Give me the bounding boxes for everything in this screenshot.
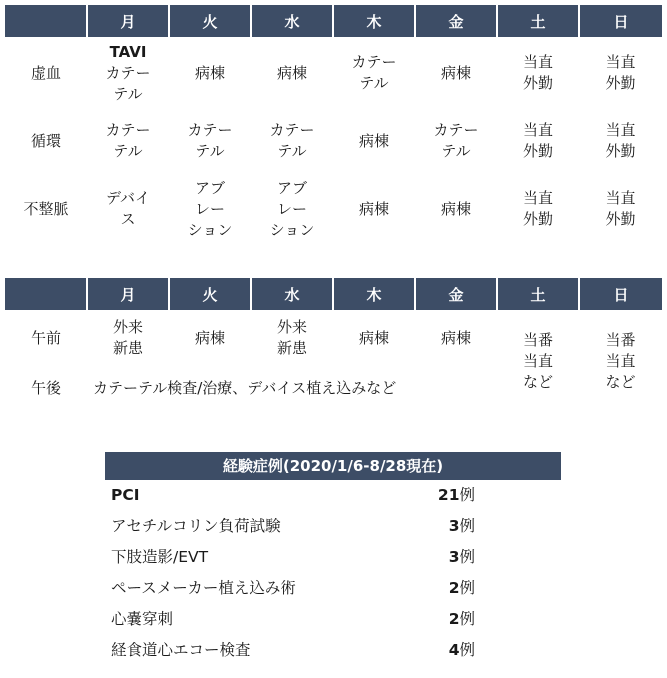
cell-line: ス [120, 210, 136, 228]
table-row [5, 37, 662, 109]
cell-line: 外勤 [605, 74, 636, 92]
schedule-cell [333, 37, 415, 109]
case-count-value: 21 [437, 486, 460, 504]
cell-line: テル [277, 142, 307, 160]
schedule-cell [415, 310, 497, 366]
cell-line: ション [269, 220, 315, 239]
header-corner [5, 5, 87, 37]
cell-line: 病棟 [440, 199, 471, 218]
header-day: 土 [497, 5, 579, 37]
case-count [449, 511, 475, 542]
cell-line: 当直 [605, 189, 636, 207]
cell-line: テル [113, 84, 143, 103]
case-count-unit: 例 [459, 641, 475, 659]
cell-line: など [605, 373, 636, 391]
cell-line: 当直 [522, 352, 553, 370]
cell-line: 当番 [605, 331, 636, 349]
schedule-cell [87, 37, 169, 109]
header-day: 日 [579, 5, 662, 37]
cell-line: デバイ [105, 189, 151, 207]
cell-line: 病棟 [358, 199, 389, 218]
cell-line: テル [441, 142, 471, 160]
cell-line: 病棟 [276, 63, 307, 82]
cell-line: など [522, 373, 553, 391]
header-day: 月 [87, 278, 169, 310]
schedule-cell [169, 109, 251, 173]
schedule-cell [579, 109, 662, 173]
header-day: 土 [497, 278, 579, 310]
experience-row [105, 542, 561, 573]
cell-line: ション [187, 220, 233, 239]
cell-line: 当直 [522, 53, 553, 71]
header-day: 日 [579, 278, 662, 310]
cell-line: レー [194, 199, 225, 218]
header-day: 水 [251, 5, 333, 37]
schedule-cell [415, 109, 497, 173]
row-label: 循環 [30, 131, 61, 150]
cell-line: カテー [351, 53, 397, 71]
header-day: 火 [169, 5, 251, 37]
experience-rows [105, 480, 561, 666]
cell-line: 病棟 [358, 131, 389, 150]
schedule-cell [333, 173, 415, 245]
row-label: 不整脈 [23, 199, 69, 218]
case-count-unit: 例 [459, 579, 475, 597]
case-count-value: 4 [448, 641, 460, 659]
experience-row [105, 511, 561, 542]
experience-title: 経験症例(2020/1/6-8/28現在) [105, 452, 561, 480]
header-day: 金 [415, 5, 497, 37]
row-label: 午後 [30, 378, 61, 397]
procedure-name: 下肢造影/EVT [111, 548, 209, 566]
schedule-cell [251, 37, 333, 109]
cell-line: レー [276, 199, 307, 218]
weekly-schedule-table [5, 5, 662, 245]
header-corner [5, 278, 87, 310]
schedule-cell [333, 109, 415, 173]
schedule-cell [251, 173, 333, 245]
schedule-cell [579, 37, 662, 109]
procedure-name: アセチルコリン負荷試験 [111, 517, 281, 535]
schedule-cell [87, 173, 169, 245]
cell-line: 外勤 [605, 210, 636, 228]
schedule-cell [169, 173, 251, 245]
header-day: 水 [251, 278, 333, 310]
schedule-cell [333, 310, 415, 366]
row-label: 午前 [30, 328, 61, 347]
experience-table [105, 452, 561, 666]
cell-line: 当番 [522, 331, 553, 349]
case-count [449, 542, 475, 573]
procedure-name: PCI [111, 486, 140, 504]
header-day: 木 [333, 278, 415, 310]
cell-line: 外勤 [522, 210, 553, 228]
afternoon-activity: カテーテル検査/治療、デバイス植え込みなど [93, 378, 397, 397]
cell-line: 新患 [276, 339, 307, 357]
cell-line: テル [113, 142, 143, 160]
cell-line: 外勤 [522, 142, 553, 160]
cell-line: 当直 [522, 189, 553, 207]
case-count-unit: 例 [459, 610, 475, 628]
procedure-name: 経食道心エコー検査 [111, 641, 251, 659]
cell-line: 新患 [112, 339, 143, 357]
case-count-unit: 例 [459, 486, 475, 504]
table-header-row [5, 278, 662, 310]
table-row [5, 173, 662, 245]
case-count [449, 604, 475, 635]
cell-line: テル [195, 142, 225, 160]
weekend-cell [497, 310, 579, 424]
header-day: 金 [415, 278, 497, 310]
schedule-cell [415, 173, 497, 245]
schedule-cell [415, 37, 497, 109]
header-day: 火 [169, 278, 251, 310]
experience-row [105, 604, 561, 635]
cell-line: 外勤 [605, 142, 636, 160]
schedule-cell [169, 37, 251, 109]
row-label: 虚血 [30, 63, 61, 82]
cell-line: アブ [276, 178, 307, 197]
table-row-am [5, 310, 662, 366]
header-day: 月 [87, 5, 169, 37]
schedule-cell [251, 310, 333, 366]
procedure-name: 心嚢穿刺 [111, 610, 174, 628]
cell-line: 病棟 [440, 328, 471, 347]
experience-row [105, 480, 561, 511]
cell-line: 外来 [276, 318, 307, 336]
case-count-unit: 例 [459, 517, 475, 535]
case-count-value: 2 [448, 610, 460, 628]
case-count-value: 3 [448, 548, 460, 566]
cell-line: カテー [105, 63, 151, 82]
cell-line: カテー [187, 121, 233, 139]
schedule-cell [87, 310, 169, 366]
table-row [5, 109, 662, 173]
case-count-unit: 例 [459, 548, 475, 566]
case-count [449, 573, 475, 604]
cell-line: アブ [194, 178, 225, 197]
schedule-cell [497, 173, 579, 245]
procedure-name: ペースメーカー植え込み術 [111, 579, 296, 597]
cell-line: 当直 [605, 53, 636, 71]
case-count-value: 3 [448, 517, 460, 535]
daily-schedule-table [5, 278, 662, 424]
cell-line: 病棟 [358, 328, 389, 347]
schedule-cell [251, 109, 333, 173]
cell-line: 外勤 [522, 74, 553, 92]
cell-line: カテー [269, 121, 315, 139]
cell-line: 当直 [522, 121, 553, 139]
schedule-cell [169, 310, 251, 366]
schedule-cell [579, 173, 662, 245]
experience-row [105, 635, 561, 666]
case-count [438, 480, 475, 511]
cell-line: 病棟 [194, 328, 225, 347]
table-header-row [5, 5, 662, 37]
experience-row [105, 573, 561, 604]
cell-line: カテー [105, 121, 151, 139]
cell-line: テル [359, 74, 389, 92]
header-day: 木 [333, 5, 415, 37]
case-count [449, 635, 475, 666]
schedule-cell [497, 109, 579, 173]
weekend-cell [579, 310, 662, 424]
schedule-cell [87, 109, 169, 173]
cell-line: TAVI [109, 42, 147, 61]
cell-line: 当直 [605, 352, 636, 370]
cell-line: カテー [433, 121, 479, 139]
cell-line: 外来 [112, 318, 143, 336]
case-count-value: 2 [448, 579, 460, 597]
schedule-cell [497, 37, 579, 109]
cell-line: 病棟 [440, 63, 471, 82]
cell-line: 病棟 [194, 63, 225, 82]
cell-line: 当直 [605, 121, 636, 139]
